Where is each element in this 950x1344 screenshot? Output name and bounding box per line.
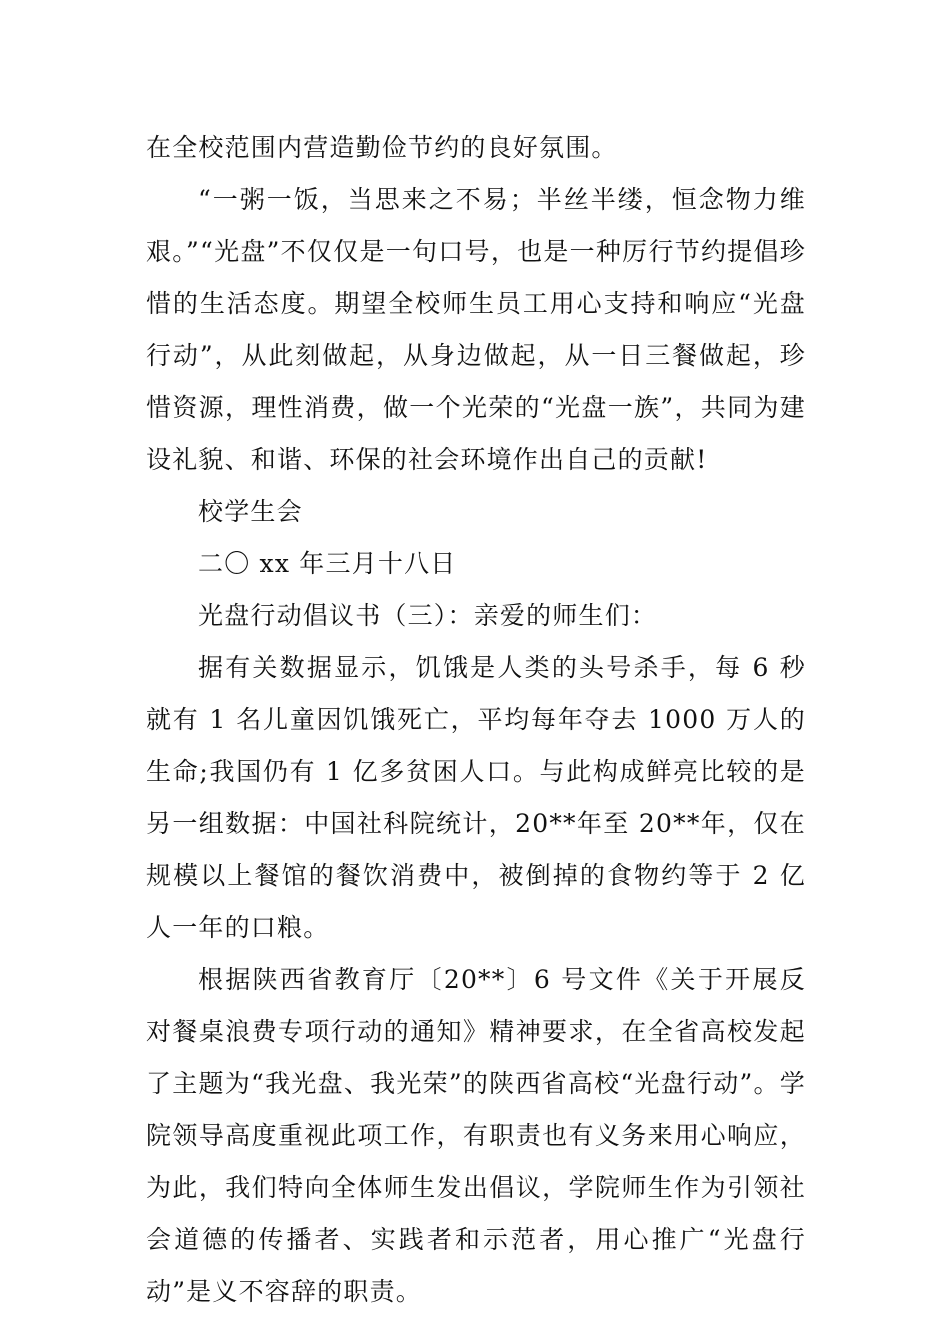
document-page bbox=[146, 122, 806, 1318]
signature-date: 二〇 xx 年三月十八日 bbox=[198, 549, 457, 578]
paragraph-proverb: “一粥一饭，当思来之不易；半丝半缕，恒念物力维艰。”“光盘”不仅仅是一句口号，也是一种厉行节约提倡珍惜的生活态度。期望全校师生员工用心支持和响应“光盘行动”，从此刻做起，从身边做起，从一日三餐做起，珍惜资源，理性消费，做一个光荣的“光盘一族”，共同为建设礼貌、和谐、环保的社会环境作出自己的贡献! bbox=[146, 185, 806, 474]
paragraph-initiative: 根据陕西省教育厅〔20**〕6 号文件《关于开展反对餐桌浪费专项行动的通知》精神要求，在全省高校发起了主题为“我光盘、我光荣”的陕西省高校“光盘行动”。学院领导高度重视此项工作，有职责也有义务来用心响应，为此，我们特向全体师生发出倡议，学院师生作为引领社会道德的传播者、实践者和示范者，用心推广“光盘行动”是义不容辞的职责。 bbox=[146, 965, 806, 1306]
section-heading: 光盘行动倡议书（三）：亲爱的师生们： bbox=[198, 601, 658, 630]
paragraph-continuation: 在全校范围内营造勤俭节约的良好氛围。 bbox=[146, 133, 618, 162]
signature-organization: 校学生会 bbox=[198, 497, 303, 526]
paragraph-statistics: 据有关数据显示，饥饿是人类的头号杀手，每 6 秒就有 1 名儿童因饥饿死亡，平均每年夺去 1000 万人的生命;我国仍有 1 亿多贫困人口。与此构成鲜亮比较的是另一组数据：中国社科院统计，20**年至 20**年，仅在规模以上餐馆的餐饮消费中，被倒掉的食物约等于 2 亿人一年的口粮。 bbox=[146, 653, 806, 942]
